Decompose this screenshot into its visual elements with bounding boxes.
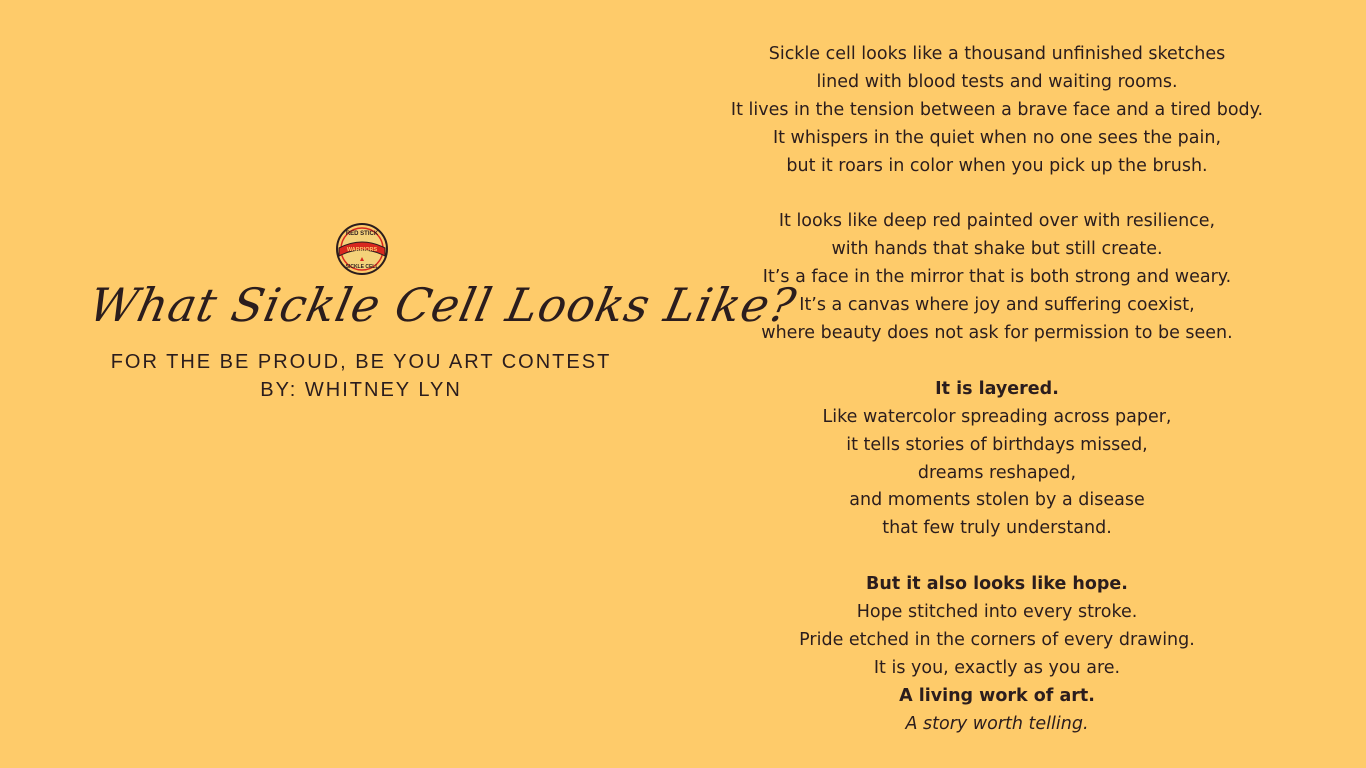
poem-line: that few truly understand. xyxy=(882,518,1112,539)
poem-line: It’s a face in the mirror that is both strong and weary. xyxy=(762,267,1232,288)
poem-line: Sickle cell looks like a thousand unfinished sketches xyxy=(768,44,1226,64)
poem-line: with hands that shake but still create. xyxy=(831,239,1163,260)
poem-line: Like watercolor spreading across paper, xyxy=(822,406,1172,427)
red-stick-warriors-logo xyxy=(335,222,389,276)
poem-stanza-4 xyxy=(700,571,1294,738)
closing-bold-line: A living work of art. xyxy=(899,685,1095,706)
poem-stanza-1 xyxy=(700,41,1294,181)
stanza-heading: It is layered. xyxy=(935,378,1059,399)
poem-line: It’s a canvas where joy and suffering coexist, xyxy=(799,295,1195,316)
poem-line: It looks like deep red painted over with resilience, xyxy=(778,211,1216,232)
subtitle xyxy=(60,348,662,404)
poem-line: It lives in the tension between a brave face and a tired body. xyxy=(730,99,1264,120)
contest-line: FOR THE BE PROUD, BE YOU ART CONTEST xyxy=(110,351,612,373)
stanza-heading: But it also looks like hope. xyxy=(866,574,1128,595)
author-line: BY: WHITNEY LYN xyxy=(260,379,462,401)
poem-stanza-2 xyxy=(700,208,1294,348)
poem-line: dreams reshaped, xyxy=(917,462,1077,483)
poem-line: it tells stories of birthdays missed, xyxy=(846,434,1148,455)
poem-line: lined with blood tests and waiting rooms. xyxy=(816,71,1178,92)
page-title: What Sickle Cell Looks Like? xyxy=(84,278,802,332)
stanza-spacer xyxy=(700,348,1294,376)
poem-stanza-3 xyxy=(700,376,1294,543)
poem-line: but it roars in color when you pick up the brush. xyxy=(786,155,1208,176)
poem-line: Pride etched in the corners of every drawing. xyxy=(799,629,1195,650)
poem-line: and moments stolen by a disease xyxy=(849,490,1145,511)
logo-bottom-text: SICKLE CELL xyxy=(345,264,379,270)
stanza-spacer xyxy=(700,543,1294,571)
stanza-spacer xyxy=(700,181,1294,209)
poem-line: It is you, exactly as you are. xyxy=(873,657,1121,678)
poem-line: Hope stitched into every stroke. xyxy=(856,602,1138,623)
logo-top-text: RED STICK xyxy=(345,231,379,237)
poem xyxy=(700,41,1294,739)
logo-banner-text: WARRIORS xyxy=(346,247,378,253)
closing-italic-line: A story worth telling. xyxy=(905,713,1089,734)
poem-line: where beauty does not ask for permission to be seen. xyxy=(761,323,1233,344)
poem-line: It whispers in the quiet when no one sees the pain, xyxy=(772,127,1222,148)
